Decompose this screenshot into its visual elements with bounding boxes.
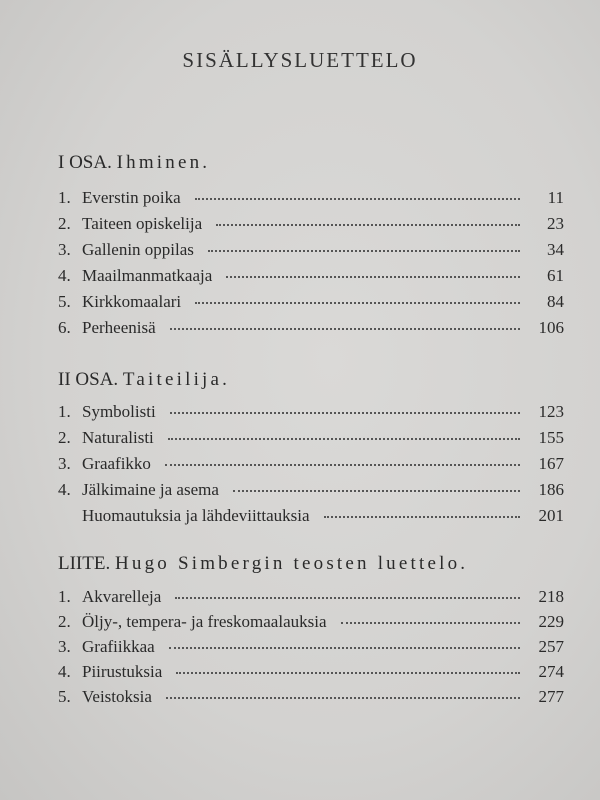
entry-title: Maailmanmatkaaja [82, 266, 213, 285]
dot-leader [176, 671, 520, 674]
section-prefix: LIITE. [58, 553, 111, 574]
entry-number: 2. [58, 428, 71, 447]
entry-number: 1. [58, 587, 71, 606]
page-title: SISÄLLYSLUETTELO [182, 48, 418, 72]
entry-title: Everstin poika [82, 188, 181, 207]
entry-title: Gallenin oppilas [82, 240, 194, 259]
entry-page: 201 [538, 506, 564, 525]
section-name: Ihminen. [116, 152, 211, 173]
entry-number: 3. [58, 240, 71, 259]
entry-page: 61 [547, 266, 564, 285]
entry-title: Jälkimaine ja asema [82, 480, 219, 499]
toc-entry[interactable] [58, 266, 564, 288]
toc-entry[interactable] [58, 428, 564, 450]
entry-title: Veistoksia [82, 687, 152, 706]
toc-entry[interactable] [58, 687, 564, 709]
dot-leader [170, 411, 520, 414]
entry-number: 5. [58, 687, 71, 706]
dot-leader [216, 223, 520, 226]
entry-page: 274 [538, 662, 564, 681]
entry-title: Taiteen opiskelija [82, 214, 203, 233]
entry-number: 4. [58, 662, 71, 681]
entry-number: 5. [58, 292, 71, 311]
dot-leader [170, 327, 520, 330]
toc-entry[interactable] [58, 318, 564, 340]
entry-page: 34 [547, 240, 564, 259]
toc-entry[interactable] [58, 402, 564, 424]
entry-page: 257 [538, 637, 564, 656]
entry-title: Huomautuksia ja lähdeviittauksia [82, 506, 310, 525]
toc-entry[interactable] [58, 637, 564, 659]
entry-title: Perheenisä [82, 318, 156, 337]
dot-leader [233, 489, 520, 492]
dot-leader [166, 696, 520, 699]
dot-leader [195, 197, 520, 200]
section-heading-2 [58, 369, 230, 391]
entry-page: 123 [538, 402, 564, 421]
dot-leader [324, 515, 520, 518]
section-prefix: II OSA. [58, 369, 119, 390]
entry-title: Akvarelleja [82, 587, 162, 606]
entry-page: 229 [538, 612, 564, 631]
entry-title: Graafikko [82, 454, 151, 473]
entry-number: 1. [58, 402, 71, 421]
section-name: Hugo Simbergin teosten luettelo. [114, 553, 469, 574]
toc-entry[interactable] [58, 240, 564, 262]
entry-title: Naturalisti [82, 428, 154, 447]
toc-entry[interactable] [58, 454, 564, 476]
toc-entry[interactable] [58, 506, 564, 528]
section-prefix: I OSA. [58, 152, 112, 173]
toc-entry[interactable] [58, 480, 564, 502]
entry-number: 2. [58, 612, 71, 631]
entry-title: Symbolisti [82, 402, 156, 421]
toc-entry[interactable] [58, 662, 564, 684]
entry-page: 186 [538, 480, 564, 499]
entry-title: Öljy-, tempera- ja freskomaalauksia [82, 612, 327, 631]
entry-page: 23 [547, 214, 564, 233]
entry-title: Kirkkomaalari [82, 292, 182, 311]
entry-page: 218 [538, 587, 564, 606]
entry-number: 4. [58, 480, 71, 499]
toc-entry[interactable] [58, 292, 564, 314]
dot-leader [165, 463, 520, 466]
toc-entry[interactable] [58, 587, 564, 609]
entry-number: 1. [58, 188, 71, 207]
toc-entry[interactable] [58, 214, 564, 236]
entry-page: 167 [538, 454, 564, 473]
section-name: Taiteilija. [122, 369, 231, 390]
entry-page: 106 [538, 318, 564, 337]
dot-leader [226, 275, 520, 278]
dot-leader [175, 596, 520, 599]
entry-number: 2. [58, 214, 71, 233]
dot-leader [195, 301, 520, 304]
entry-number: 3. [58, 637, 71, 656]
dot-leader [169, 646, 520, 649]
section-heading-1 [58, 152, 210, 174]
entry-title: Grafiikkaa [82, 637, 155, 656]
entry-number: 6. [58, 318, 71, 337]
entry-page: 11 [547, 188, 564, 207]
toc-entry[interactable] [58, 188, 564, 210]
entry-title: Piirustuksia [82, 662, 163, 681]
entry-number: 4. [58, 266, 71, 285]
dot-leader [168, 437, 520, 440]
entry-page: 84 [547, 292, 564, 311]
entry-page: 155 [538, 428, 564, 447]
dot-leader [208, 249, 520, 252]
entry-page: 277 [538, 687, 564, 706]
toc-entry[interactable] [58, 612, 564, 634]
dot-leader [341, 621, 520, 624]
entry-number: 3. [58, 454, 71, 473]
section-heading-3 [58, 553, 468, 575]
